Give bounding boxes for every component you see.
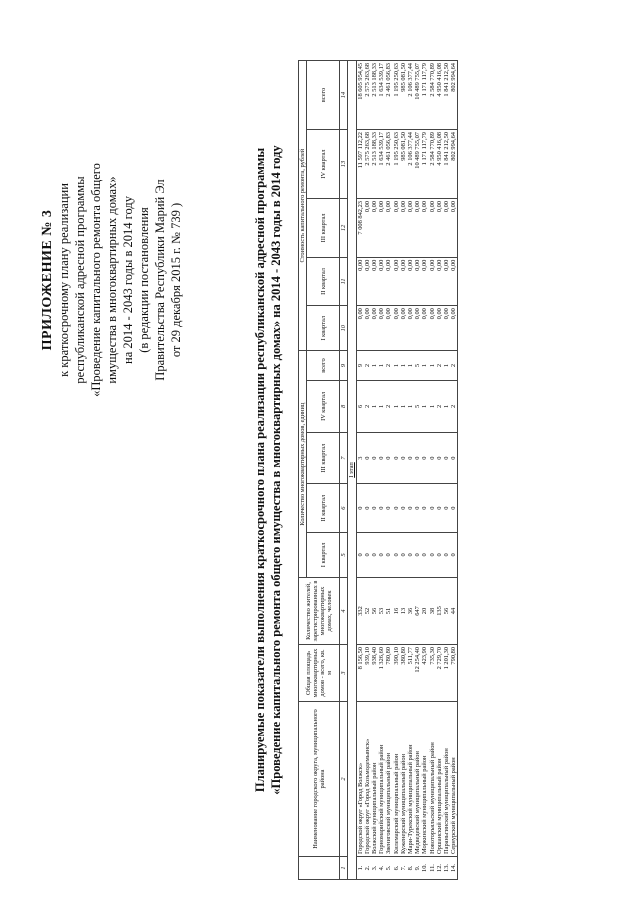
column-number: 14 [340, 61, 348, 130]
row-cost-q2: 0,00 [450, 257, 458, 305]
row-cost-total: 1 634 539,17 [378, 61, 385, 130]
header-count-total: всего [307, 351, 340, 381]
row-cost-q4: 1 841 212,50 [443, 130, 450, 199]
row-count-q2: 0 [443, 484, 450, 532]
document-heading [252, 60, 284, 880]
row-count-q4: 2 [436, 380, 443, 432]
row-cost-q1: 0,00 [407, 306, 414, 351]
row-count-q4: 1 [393, 380, 400, 432]
row-name: Волжский муниципальный район [371, 702, 378, 857]
row-cost-q1: 0,00 [385, 306, 392, 351]
column-number: 7 [340, 432, 348, 484]
row-count-q3: 0 [421, 432, 428, 484]
row-area: 790,80 [450, 645, 458, 702]
row-count-q1: 0 [407, 532, 414, 577]
row-count-q3: 0 [443, 432, 450, 484]
row-cost-q2: 0,00 [364, 257, 371, 305]
appendix-line: Правительства Республики Марий Эл [153, 179, 167, 381]
rotated-page [40, 60, 630, 880]
row-residents: 56 [371, 578, 378, 645]
row-count-q2: 0 [429, 484, 436, 532]
row-count-q1: 0 [429, 532, 436, 577]
header-cost-q2: II квартал [307, 257, 340, 305]
table-row [356, 61, 364, 880]
row-cost-q1: 0,00 [356, 306, 364, 351]
row-count-total: 1 [378, 351, 385, 381]
row-cost-q1: 0,00 [443, 306, 450, 351]
row-cost-total: 802 994,64 [450, 61, 458, 130]
row-count-total: 1 [393, 351, 400, 381]
row-count-q4: 5 [414, 380, 421, 432]
header-cost-group: Стоимость капитального ремонта, рублей [299, 61, 307, 351]
row-cost-q2: 0,00 [429, 257, 436, 305]
indicators-table [298, 60, 458, 880]
row-count-total: 2 [450, 351, 458, 381]
row-count-q2: 0 [450, 484, 458, 532]
appendix-block [40, 60, 184, 500]
column-number: 12 [340, 199, 348, 258]
row-cost-total: 18 605 954,45 [356, 61, 364, 130]
row-count-q3: 0 [414, 432, 421, 484]
row-name: Мари-Турекский муниципальный район [407, 702, 414, 857]
row-index: 7. [400, 857, 407, 880]
row-cost-q2: 0,00 [385, 257, 392, 305]
row-count-q3: 0 [393, 432, 400, 484]
row-name: Куженерский муниципальный район [400, 702, 407, 857]
row-count-total: 1 [400, 351, 407, 381]
column-number: 1 [340, 857, 348, 880]
row-index: 3. [371, 857, 378, 880]
row-count-q2: 0 [436, 484, 443, 532]
header-area: Общая площадь многоквартирных домов - всего, кв. м [299, 645, 340, 702]
row-cost-q4: 4 950 416,08 [436, 130, 443, 199]
row-area: 1 201,30 [443, 645, 450, 702]
row-count-q3: 0 [378, 432, 385, 484]
row-count-q4: 1 [371, 380, 378, 432]
row-index: 12. [436, 857, 443, 880]
row-cost-q4: 802 994,64 [450, 130, 458, 199]
appendix-line: к краткосрочному плану реализации [57, 183, 71, 377]
table-row [378, 61, 385, 880]
header-index [299, 857, 340, 880]
row-cost-q2: 0,00 [356, 257, 364, 305]
table-row [371, 61, 378, 880]
row-count-q1: 0 [385, 532, 392, 577]
row-cost-q3: 0,00 [443, 199, 450, 258]
row-cost-total: 2 575 263,68 [364, 61, 371, 130]
row-count-q1: 0 [443, 532, 450, 577]
row-count-q1: 0 [450, 532, 458, 577]
column-number: 10 [340, 306, 348, 351]
row-count-q4: 1 [378, 380, 385, 432]
row-residents: 13 [400, 578, 407, 645]
appendix-line: (в редакции постановления [137, 207, 151, 353]
row-cost-q3: 0,00 [407, 199, 414, 258]
row-residents: 20 [421, 578, 428, 645]
row-cost-total: 985 081,50 [400, 61, 407, 130]
row-area: 8 156,50 [356, 645, 364, 702]
table-row [450, 61, 458, 880]
row-cost-q4: 2 575 263,68 [364, 130, 371, 199]
row-count-q2: 0 [421, 484, 428, 532]
row-residents: 36 [407, 578, 414, 645]
row-name: Сернурский муниципальный район [450, 702, 458, 857]
row-cost-total: 1 195 250,63 [393, 61, 400, 130]
row-cost-total: 4 950 416,08 [436, 61, 443, 130]
table-row [421, 61, 428, 880]
row-cost-total: 2 106 377,44 [407, 61, 414, 130]
row-cost-q4: 2 584 770,89 [429, 130, 436, 199]
row-cost-q3: 0,00 [414, 199, 421, 258]
row-index: 10. [421, 857, 428, 880]
row-cost-q4: 1 634 539,17 [378, 130, 385, 199]
row-index: 11. [429, 857, 436, 880]
row-name: Параньгинский муниципальный район [443, 702, 450, 857]
row-count-total: 2 [385, 351, 392, 381]
row-residents: 44 [450, 578, 458, 645]
row-name: Медведевский муниципальный район [414, 702, 421, 857]
header-count-q4: IV квартал [307, 380, 340, 432]
row-index: 4. [378, 857, 385, 880]
row-cost-q4: 1 195 250,63 [393, 130, 400, 199]
row-cost-q1: 0,00 [364, 306, 371, 351]
header-cost-total: всего [307, 61, 340, 130]
row-count-q4: 1 [421, 380, 428, 432]
row-count-q4: 1 [400, 380, 407, 432]
row-cost-q2: 0,00 [414, 257, 421, 305]
row-cost-q4: 2 106 377,44 [407, 130, 414, 199]
row-name: Оршанский муниципальный район [436, 702, 443, 857]
row-count-q2: 0 [400, 484, 407, 532]
row-count-q3: 0 [364, 432, 371, 484]
appendix-line: имущества в многоквартирных домах» [105, 176, 119, 384]
row-index: 6. [393, 857, 400, 880]
column-number: 3 [340, 645, 348, 702]
row-count-q2: 0 [393, 484, 400, 532]
row-cost-total: 2 513 188,33 [371, 61, 378, 130]
heading-line-1: Планируемые показатели выполнения краткосрочного плана реализации республиканской адресной программы [253, 147, 267, 793]
row-count-total: 9 [356, 351, 364, 381]
row-cost-total: 2 584 770,89 [429, 61, 436, 130]
row-count-total: 2 [364, 351, 371, 381]
column-number: 6 [340, 484, 348, 532]
row-count-q3: 0 [436, 432, 443, 484]
row-residents: 38 [429, 578, 436, 645]
row-cost-q2: 0,00 [421, 257, 428, 305]
row-index: 1. [356, 857, 364, 880]
header-cost-q1: I квартал [307, 306, 340, 351]
row-area: 2 729,70 [436, 645, 443, 702]
row-cost-q3: 0,00 [429, 199, 436, 258]
row-index: 5. [385, 857, 392, 880]
row-index: 8. [407, 857, 414, 880]
row-count-q1: 0 [400, 532, 407, 577]
row-cost-q3: 0,00 [385, 199, 392, 258]
row-index: 2. [364, 857, 371, 880]
row-count-q2: 0 [414, 484, 421, 532]
row-index: 14. [450, 857, 458, 880]
row-cost-q1: 0,00 [393, 306, 400, 351]
row-count-q4: 2 [364, 380, 371, 432]
row-residents: 332 [356, 578, 364, 645]
row-count-q4: 2 [385, 380, 392, 432]
row-count-total: 1 [407, 351, 414, 381]
row-residents: 135 [436, 578, 443, 645]
row-cost-q2: 0,00 [371, 257, 378, 305]
row-cost-q1: 0,00 [378, 306, 385, 351]
row-count-q4: 1 [443, 380, 450, 432]
row-residents: 51 [385, 578, 392, 645]
row-area: 423,90 [421, 645, 428, 702]
stage-row [348, 61, 356, 880]
header-count-group: Количество многоквартирных домов, единиц [299, 351, 307, 578]
row-cost-q1: 0,00 [429, 306, 436, 351]
table-row [393, 61, 400, 880]
row-count-q2: 0 [385, 484, 392, 532]
header-residents: Количество жителей, зарегистрированных в многоквартирных домах, человек [299, 578, 340, 645]
row-count-q1: 0 [364, 532, 371, 577]
row-count-q4: 1 [429, 380, 436, 432]
row-count-total: 1 [429, 351, 436, 381]
appendix-line: от 29 декабря 2015 г. № 739 ) [169, 202, 183, 358]
row-count-q1: 0 [414, 532, 421, 577]
row-count-q3: 0 [371, 432, 378, 484]
row-area: 12 254,40 [414, 645, 421, 702]
row-cost-q1: 0,00 [436, 306, 443, 351]
header-name: Наименование городского округа, муниципального района [299, 702, 340, 857]
header-count-q1: I квартал [307, 532, 340, 577]
row-count-q4: 6 [356, 380, 364, 432]
header-count-q2: II квартал [307, 484, 340, 532]
row-name: Килемарский муниципальный район [393, 702, 400, 857]
row-residents: 16 [393, 578, 400, 645]
column-number: 11 [340, 257, 348, 305]
row-cost-q3: 0,00 [436, 199, 443, 258]
row-cost-q3: 0,00 [364, 199, 371, 258]
row-cost-q1: 0,00 [450, 306, 458, 351]
table-row [400, 61, 407, 880]
table-row [364, 61, 371, 880]
row-cost-q4: 1 171 117,79 [421, 130, 428, 199]
row-cost-q3: 7 008 842,23 [356, 199, 364, 258]
row-residents: 647 [414, 578, 421, 645]
row-count-total: 5 [414, 351, 421, 381]
row-residents: 52 [364, 578, 371, 645]
row-count-q2: 0 [371, 484, 378, 532]
row-count-q1: 0 [436, 532, 443, 577]
stage-label: I этап [348, 61, 356, 880]
column-numbers-row [340, 61, 348, 880]
row-residents: 53 [378, 578, 385, 645]
row-cost-q2: 0,00 [407, 257, 414, 305]
heading-line-2: «Проведение капитального ремонта общего имущества в многоквартирных домах» на 2014 - 2043 годы в 2014 году [269, 145, 283, 795]
row-count-q1: 0 [393, 532, 400, 577]
row-cost-q4: 10 489 755,07 [414, 130, 421, 199]
row-cost-q3: 0,00 [421, 199, 428, 258]
row-count-q3: 3 [356, 432, 364, 484]
appendix-line: республиканской адресной программы [73, 176, 87, 384]
row-residents: 56 [443, 578, 450, 645]
column-number: 2 [340, 702, 348, 857]
row-count-q3: 0 [407, 432, 414, 484]
appendix-number: ПРИЛОЖЕНИЕ № 3 [40, 209, 55, 351]
table-row [443, 61, 450, 880]
row-area: 735,30 [429, 645, 436, 702]
row-cost-q4: 2 461 056,83 [385, 130, 392, 199]
table-row [436, 61, 443, 880]
row-count-q2: 0 [356, 484, 364, 532]
row-count-q3: 0 [385, 432, 392, 484]
row-area: 939,10 [364, 645, 371, 702]
row-count-q3: 0 [429, 432, 436, 484]
row-count-q3: 0 [400, 432, 407, 484]
row-name: Городской округ «Город Козьмодемьянск» [364, 702, 371, 857]
header-cost-q3: III квартал [307, 199, 340, 258]
header-count-q3: III квартал [307, 432, 340, 484]
row-name: Городской округ «Город Волжск» [356, 702, 364, 857]
row-cost-q3: 0,00 [393, 199, 400, 258]
row-count-q2: 0 [407, 484, 414, 532]
row-count-q1: 0 [421, 532, 428, 577]
row-area: 390,10 [393, 645, 400, 702]
row-cost-q3: 0,00 [371, 199, 378, 258]
row-count-q3: 0 [450, 432, 458, 484]
table-body [340, 61, 458, 880]
header-cost-q4: IV квартал [307, 130, 340, 199]
row-count-q1: 0 [356, 532, 364, 577]
column-number: 8 [340, 380, 348, 432]
column-number: 4 [340, 578, 348, 645]
row-area: 780,80 [385, 645, 392, 702]
row-area: 1 326,60 [378, 645, 385, 702]
row-area: 938,40 [371, 645, 378, 702]
row-cost-q1: 0,00 [371, 306, 378, 351]
row-cost-total: 1 841 212,50 [443, 61, 450, 130]
column-number: 9 [340, 351, 348, 381]
row-count-total: 1 [371, 351, 378, 381]
row-name: Новоторъяльский муниципальный район [429, 702, 436, 857]
column-number: 13 [340, 130, 348, 199]
appendix-line: «Проведение капитального ремонта общего [89, 163, 103, 397]
row-name: Моркинский муниципальный район [421, 702, 428, 857]
row-index: 9. [414, 857, 421, 880]
row-cost-q2: 0,00 [443, 257, 450, 305]
row-cost-q4: 985 081,50 [400, 130, 407, 199]
table-row [429, 61, 436, 880]
row-cost-total: 1 171 117,79 [421, 61, 428, 130]
row-cost-q4: 11 597 112,22 [356, 130, 364, 199]
row-count-total: 1 [421, 351, 428, 381]
row-count-total: 1 [443, 351, 450, 381]
row-count-q1: 0 [378, 532, 385, 577]
appendix-line: на 2014 - 2043 годы в 2014 году [121, 196, 135, 364]
row-cost-q4: 2 513 188,33 [371, 130, 378, 199]
row-cost-q2: 0,00 [378, 257, 385, 305]
table-row [414, 61, 421, 880]
table-row [385, 61, 392, 880]
row-cost-q2: 0,00 [400, 257, 407, 305]
row-count-q4: 2 [450, 380, 458, 432]
row-index: 13. [443, 857, 450, 880]
row-cost-q3: 0,00 [450, 199, 458, 258]
row-count-q1: 0 [371, 532, 378, 577]
row-count-q4: 1 [407, 380, 414, 432]
table-row [407, 61, 414, 880]
row-count-total: 2 [436, 351, 443, 381]
row-cost-q2: 0,00 [436, 257, 443, 305]
row-name: Звениговский муниципальный район [385, 702, 392, 857]
row-cost-q2: 0,00 [393, 257, 400, 305]
row-cost-total: 2 461 056,83 [385, 61, 392, 130]
row-cost-q1: 0,00 [421, 306, 428, 351]
row-cost-q1: 0,00 [400, 306, 407, 351]
row-cost-total: 10 489 755,07 [414, 61, 421, 130]
column-number: 5 [340, 532, 348, 577]
row-area: 380,80 [400, 645, 407, 702]
row-name: Горномарийский муниципальный район [378, 702, 385, 857]
row-cost-q3: 0,00 [378, 199, 385, 258]
row-cost-q3: 0,00 [400, 199, 407, 258]
row-count-q2: 0 [378, 484, 385, 532]
row-area: 511,77 [407, 645, 414, 702]
row-count-q2: 0 [364, 484, 371, 532]
row-cost-q1: 0,00 [414, 306, 421, 351]
